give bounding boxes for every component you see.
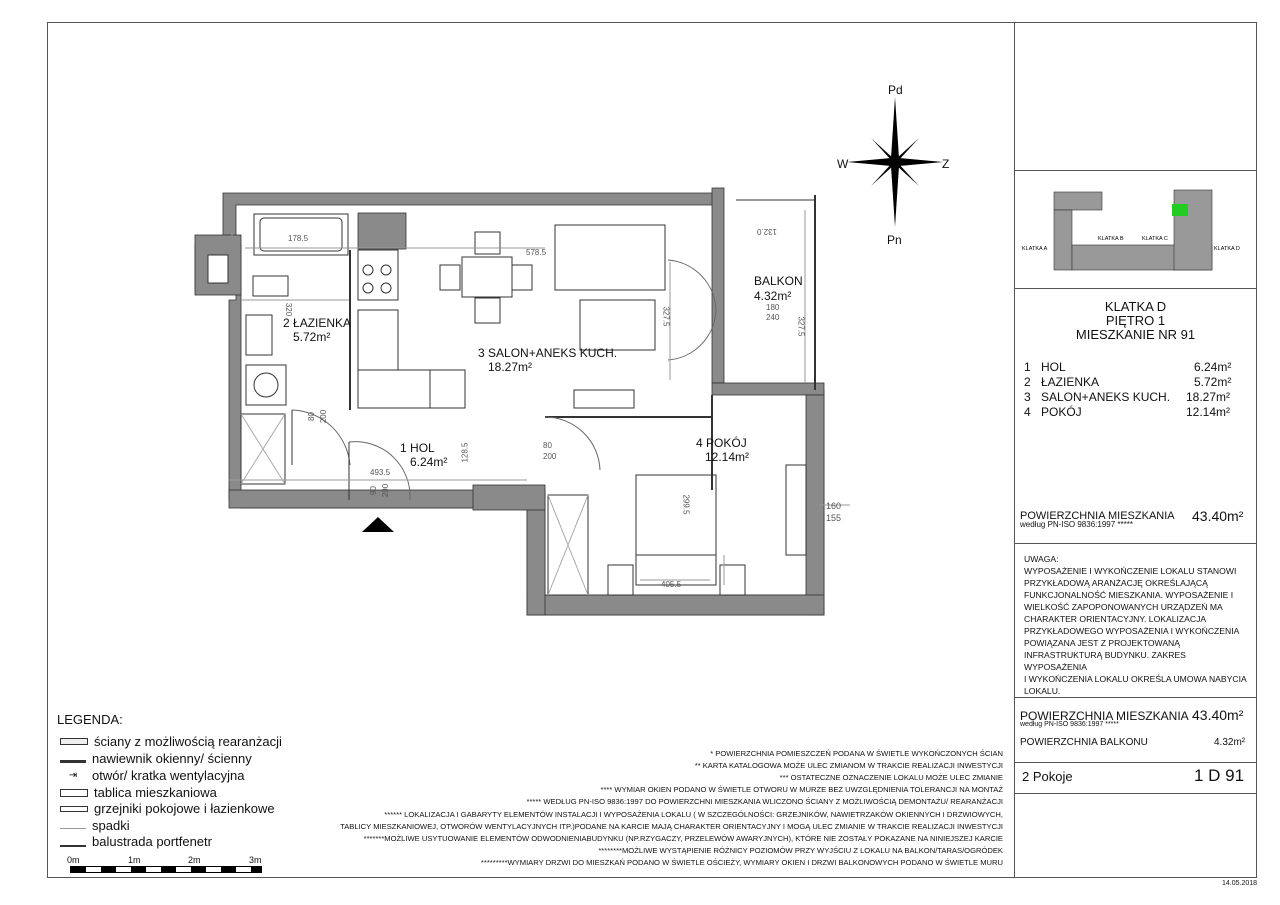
room-row-num: 1 bbox=[1024, 360, 1031, 374]
dim-180: 180 bbox=[766, 303, 780, 312]
legend-item: nawiewnik okienny/ ścienny bbox=[60, 750, 252, 767]
scale-0: 0m bbox=[67, 855, 80, 865]
dim-299: 299.5 bbox=[681, 494, 691, 515]
dim-132: 132.0 bbox=[757, 227, 778, 236]
balcony-door-swing-1 bbox=[668, 260, 716, 310]
pow-value: 43.40m² bbox=[1192, 508, 1244, 524]
room-4-label: 4 POKÓJ bbox=[696, 436, 747, 450]
bedroom-bottom-wall bbox=[527, 595, 824, 615]
balkon-value: 4.32m² bbox=[1214, 737, 1246, 748]
chair-right bbox=[512, 265, 532, 290]
compass-north: Pd bbox=[888, 83, 903, 97]
window-bedroom bbox=[786, 465, 806, 555]
legend-item: ⇥ otwór/ kratka wentylacyjna bbox=[60, 767, 244, 784]
keymap-d: KLATKA D bbox=[1214, 246, 1240, 252]
legend-item: grzejniki pokojowe i łazienkowe bbox=[60, 800, 275, 817]
keymap-a: KLATKA A bbox=[1022, 246, 1048, 252]
scale-3: 3m bbox=[249, 855, 262, 865]
room-row-num: 3 bbox=[1024, 390, 1031, 404]
room-1-area: 6.24m² bbox=[410, 455, 448, 469]
chair-bottom bbox=[475, 298, 500, 323]
key-map bbox=[1014, 170, 1257, 288]
apartment-highlight bbox=[1172, 204, 1188, 216]
vent-shaft bbox=[358, 213, 406, 249]
dim-327a: 327.5 bbox=[661, 306, 671, 327]
bedroom-top-wall bbox=[712, 383, 824, 395]
toilet bbox=[253, 276, 288, 296]
dim-327b: 327.5 bbox=[796, 316, 806, 337]
dim-80b: 80 bbox=[543, 441, 552, 450]
legend-vent-icon bbox=[60, 754, 86, 763]
balkon-label: POWIERZCHNIA BALKONU bbox=[1020, 737, 1148, 748]
dim-200a: 200 bbox=[319, 409, 329, 424]
washer bbox=[246, 365, 286, 405]
dim-178: 178.5 bbox=[288, 234, 309, 243]
divider-5 bbox=[1014, 762, 1257, 763]
side-panel-divider bbox=[1014, 22, 1015, 878]
sofa bbox=[555, 225, 665, 290]
uwaga-line: FUNKCJONALNOŚĆ MIESZKANIA. WYPOSAŻENIE I bbox=[1024, 590, 1234, 600]
room-row-name: HOL bbox=[1041, 360, 1066, 374]
uwaga-line: I WYKOŃCZENIA LOKALU OKREŚLA UMOWA NABYCIA bbox=[1024, 674, 1247, 684]
sink-kitchen bbox=[358, 310, 398, 370]
divider-2 bbox=[1014, 288, 1257, 289]
washer-drum bbox=[254, 373, 278, 397]
room-row-num: 2 bbox=[1024, 375, 1031, 389]
uwaga-line: PRZYKŁADOWEGO WYPOSAŻENIA I WYKOŃCZENIA bbox=[1024, 626, 1240, 636]
legend-panel-icon bbox=[60, 789, 88, 797]
mieszkanie-title: MIESZKANIE NR 91 bbox=[1075, 327, 1196, 342]
pokoje-count: 2 Pokoje bbox=[1022, 769, 1073, 784]
legend-item: ściany z możliwością rearanżacji bbox=[60, 733, 282, 750]
note-line: *** OSTATECZNE OZNACZENIE LOKALU MOŻE ULEC ZMIANIE bbox=[779, 773, 1003, 782]
room-4-area: 12.14m² bbox=[705, 450, 750, 464]
dim-200c: 200 bbox=[543, 452, 557, 461]
note-line: **** WYMIAR OKIEN PODANO W ŚWIETLE OTWORU W MURZE BEZ UWZGLĘDNIENIA TOLERANCJI NA MONTAŻ bbox=[600, 785, 1003, 794]
klatka-title: KLATKA D bbox=[1104, 299, 1167, 314]
dim-155: 155 bbox=[826, 513, 842, 523]
note-line: *******MOŻLIWE USYTUOWANIE ELEMENTÓW ODWODNIENIABUDYNKU (NP.RZYGACZY, PRZELEWÓW AWARYJNYCH), KTÓRE NIE ZOSTAŁY POKAZANE NA NINIEJSZEJ KARCIE bbox=[363, 834, 1003, 843]
uwaga-line: WIELKOŚĆ ZAPOPONOWANYCH URZĄDZEŃ MA bbox=[1024, 602, 1223, 612]
note-line: * POWIERZCHNIA POMIESZCZEŃ PODANA W ŚWIETLE WYKOŃCZONYCH ŚCIAN bbox=[710, 749, 1003, 758]
apartment-code: 1 D 91 bbox=[1194, 766, 1245, 785]
hall-corner-wall bbox=[473, 485, 545, 510]
dining-table bbox=[462, 257, 512, 297]
legend-railing-icon bbox=[60, 837, 86, 847]
scale-2: 2m bbox=[188, 855, 201, 865]
date-stamp: 14.05.2018 bbox=[1222, 880, 1258, 887]
compass-rose bbox=[847, 97, 943, 227]
legend-wall-icon bbox=[60, 738, 88, 745]
room-2-area: 5.72m² bbox=[293, 330, 331, 344]
uwaga-line: INFRASTRUKTURĄ BUDYNKU. ZAKRES WYPOSAŻENIA bbox=[1024, 650, 1186, 672]
pow-label: POWIERZCHNIA MIESZKANIA bbox=[1020, 510, 1175, 522]
note-line: ********MOŻLIWE WYSTĄPIENIE RÓŻNICY POZIOMÓW PRZY WYJŚCIU Z LOKALU NA BALKON/TARAS/OGRÓDEK bbox=[598, 846, 1003, 855]
pow2-sub: według PN-ISO 9836:1997 ***** bbox=[1020, 721, 1119, 728]
compass-east: Z bbox=[942, 157, 950, 171]
room-row-name: ŁAZIENKA bbox=[1041, 375, 1100, 389]
compass-west: W bbox=[837, 157, 849, 171]
dim-578: 578.5 bbox=[526, 248, 547, 257]
uwaga-line: CHARAKTER ORIENTACYJNY. LOKALIZACJA bbox=[1024, 614, 1207, 624]
dim-90: 90 bbox=[368, 486, 378, 495]
bedroom-door-swing bbox=[545, 417, 600, 470]
room-row-area: 18.27m² bbox=[1186, 390, 1231, 404]
balcony-area: 4.32m² bbox=[754, 289, 792, 303]
uwaga-box bbox=[1024, 553, 1249, 697]
legend-item: spadki bbox=[60, 817, 130, 834]
balcony-door-swing-2 bbox=[668, 310, 716, 360]
note-line: *********WYMIARY DRZWI DO MIESZKAŃ PODANO W ŚWIETLE OŚCIEŻY, WYMIARY OKIEN I DRZWI BALKONOWYCH PODANO W ŚWIETLE MURU bbox=[480, 858, 1003, 867]
room-row-name: SALON+ANEKS KUCH. bbox=[1041, 390, 1171, 404]
chair-left bbox=[440, 265, 460, 290]
uwaga-line: POWIĄZANA JEST Z PROJEKTOWANĄ bbox=[1024, 638, 1180, 648]
vent-box bbox=[208, 255, 228, 283]
dim-128: 128.5 bbox=[460, 442, 470, 463]
fridge bbox=[430, 370, 465, 408]
divider-3 bbox=[1014, 543, 1257, 544]
walls bbox=[195, 188, 824, 615]
legend-opening-icon: ⇥ bbox=[68, 770, 78, 781]
coffee-table bbox=[580, 300, 655, 350]
chair-top bbox=[475, 232, 500, 254]
bed bbox=[636, 475, 716, 585]
dim-320: 320 bbox=[284, 302, 294, 317]
keymap-c: KLATKA C bbox=[1142, 236, 1168, 242]
divider-4 bbox=[1014, 697, 1257, 698]
entrance-arrow bbox=[362, 517, 394, 532]
dim-405: 405.5 bbox=[661, 580, 682, 589]
legend-item: tablica mieszkaniowa bbox=[60, 784, 217, 801]
uwaga-line: WYPOSAŻENIE I WYKOŃCZENIE LOKALU STANOWI bbox=[1024, 566, 1237, 576]
uwaga-line: PRZYKŁADOWĄ ARANŻACJĘ OKREŚLAJĄCĄ bbox=[1024, 578, 1208, 588]
nightstand-left bbox=[608, 565, 633, 595]
note-line: ****** LOKALIZACJA I GABARYTY ELEMENTÓW INSTALACJI I WYPOSAŻENIA LOKALU ( W SZCZEGÓLNOŚCI: GRZEJNIKÓW, NAWIETRZAKÓW OKIENNYCH I DRZWIOWYCH, bbox=[384, 810, 1003, 819]
note-line: ***** WEDŁUG PN-ISO 9836:1997 DO POWIERZCHNI MIESZKANIA WLICZONO ŚCIANY Z MOŻLIWOŚCIĄ DEMONTAŻU/ REARANŻACJI bbox=[526, 797, 1003, 806]
pow2-value: 43.40m² bbox=[1192, 707, 1244, 723]
divider-6 bbox=[1014, 793, 1257, 794]
room-1-label: 1 HOL bbox=[400, 441, 435, 455]
legend-slope-icon bbox=[60, 822, 86, 829]
scale-bar bbox=[70, 866, 262, 873]
dim-160: 160 bbox=[826, 501, 842, 511]
room-row-area: 6.24m² bbox=[1194, 360, 1232, 374]
note-line: TABLICY MIESZKANIOWEJ, OTWORÓW WENTYLACYJNYCH ITP.)PODANE NA KARCIE MAJĄ CHARAKTER ORIENTACYJNY I MOGĄ ULEC ZMIANIE W TRAKCIE REALIZACJI INWESTYCJI bbox=[340, 822, 1003, 831]
balcony-wall bbox=[712, 188, 724, 383]
room-2-label: 2 ŁAZIENKA bbox=[283, 316, 352, 330]
pow-sub: według PN-ISO 9836:1997 ***** bbox=[1020, 520, 1133, 529]
hall-bottom-wall bbox=[229, 490, 491, 508]
pow2-label: POWIERZCHNIA MIESZKANIA bbox=[1020, 709, 1189, 723]
uwaga-line: LOKALU. bbox=[1024, 686, 1061, 696]
note-line: ** KARTA KATALOGOWA MOŻE ULEC ZMIANOM W TRAKCIE REALIZACJI INWESTYCJI bbox=[694, 761, 1003, 770]
outer-wall-shape bbox=[195, 193, 824, 615]
room-row-name: POKÓJ bbox=[1041, 405, 1082, 419]
counter bbox=[358, 370, 430, 408]
dim-240: 240 bbox=[766, 313, 780, 322]
pietro-title: PIĘTRO 1 bbox=[1105, 313, 1166, 328]
uwaga-title: UWAGA: bbox=[1024, 554, 1059, 564]
stove bbox=[358, 250, 398, 300]
room-3-area: 18.27m² bbox=[488, 360, 533, 374]
dim-493: 493.5 bbox=[370, 468, 391, 477]
room-3-label: 3 SALON+ANEKS KUCH. bbox=[478, 346, 618, 360]
sink bbox=[246, 315, 272, 355]
tv-unit bbox=[574, 390, 634, 408]
legend-item: balustrada portfenetr bbox=[60, 833, 212, 850]
legend-radiator-icon bbox=[60, 806, 88, 812]
legend-title: LEGENDA: bbox=[57, 712, 123, 727]
scale-1: 1m bbox=[128, 855, 141, 865]
keymap-b: KLATKA B bbox=[1098, 236, 1124, 242]
balcony-label: BALKON bbox=[754, 274, 803, 288]
dim-200b: 200 bbox=[381, 483, 391, 498]
dim-80a: 80 bbox=[306, 412, 316, 421]
room-row-num: 4 bbox=[1024, 405, 1031, 419]
room-row-area: 5.72m² bbox=[1194, 375, 1232, 389]
compass-south: Pn bbox=[887, 233, 902, 247]
room-row-area: 12.14m² bbox=[1186, 405, 1231, 419]
